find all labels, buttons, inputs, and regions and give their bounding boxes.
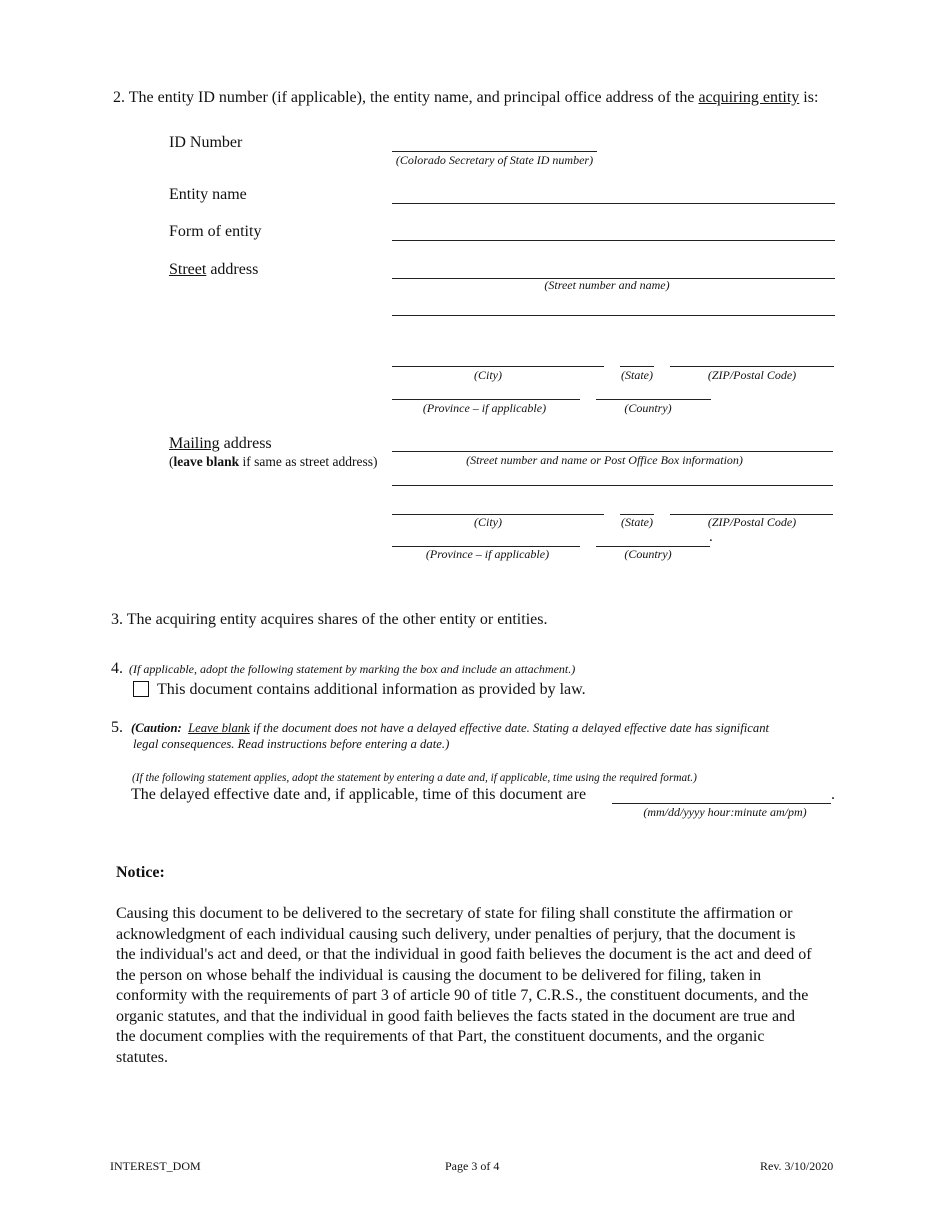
mailing-note-text: if same as street address) <box>239 454 378 469</box>
mailing-country-caption: (Country) <box>624 547 672 561</box>
notice-heading: Notice: <box>116 864 165 881</box>
date-format-caption: (mm/dd/yyyy hour:minute am/pm) <box>643 805 807 819</box>
city-field[interactable] <box>392 366 604 367</box>
item-5-number: 5. <box>111 719 123 736</box>
notice-body: Causing this document to be delivered to the secretary of state for filing shall constitute the affirmation or acknowledgment of each individual causing such delivery, under penalties of perjury, that the document is the individual's act and deed, or that the individual in good faith believes the document is the act and deed of the person on whose behalf the individual is causing the document to be delivered for filing, taken in conformity with the requirements of part 3 of article 90 of title 7, C.R.S., the constituent documents, and the organic statutes, and that the individual in good faith believes the facts stated in the document are true and the document complies with the requirements of that Part, the constituent documents, and the organic statutes. <box>116 905 812 1066</box>
street-caption: (Street number and name) <box>544 278 670 292</box>
mailing-note-paren: ( <box>169 454 174 469</box>
item-5-caution-line-2: legal consequences. Read instructions before entering a date.) <box>133 737 450 751</box>
mailing-address-label <box>169 435 272 453</box>
mailing-state-caption: (State) <box>621 515 653 529</box>
id-number-field[interactable] <box>392 151 597 152</box>
item-5-statement: The delayed effective date and, if applicable, time of this document are <box>131 786 587 803</box>
street-word: Street <box>169 261 207 278</box>
city-caption: (City) <box>474 368 502 382</box>
id-number-caption: (Colorado Secretary of State ID number) <box>395 153 594 167</box>
country-caption: (Country) <box>624 401 672 415</box>
mailing-note <box>169 454 377 470</box>
mailing-address-word: address <box>219 435 272 452</box>
form-of-entity-field[interactable] <box>392 240 835 241</box>
delayed-effective-date-field[interactable] <box>612 803 831 804</box>
item-4-statement: This document contains additional information as provided by law. <box>157 681 586 698</box>
additional-info-checkbox[interactable] <box>133 681 149 697</box>
mailing-street-line-2-field[interactable] <box>392 485 833 486</box>
address-word: address <box>206 261 259 278</box>
entity-name-label: Entity name <box>169 186 247 203</box>
province-caption: (Province – if applicable) <box>422 401 547 415</box>
mailing-street-field[interactable] <box>392 451 833 452</box>
item-3-statement: 3. The acquiring entity acquires shares of the other entity or entities. <box>111 611 548 628</box>
mailing-street-caption: (Street number and name or Post Office Box information) <box>466 453 743 467</box>
street-address-line-2-field[interactable] <box>392 315 835 316</box>
item-number: 2. <box>113 89 125 106</box>
mailing-period: . <box>709 529 713 545</box>
id-number-label: ID Number <box>169 134 243 151</box>
mailing-word: Mailing <box>169 435 220 452</box>
footer-page-number: Page 3 of 4 <box>445 1159 500 1173</box>
footer-revision: Rev. 3/10/2020 <box>760 1159 834 1173</box>
zip-field[interactable] <box>670 366 834 367</box>
item-5-caution <box>131 721 769 736</box>
leave-blank-bold: leave blank <box>173 454 240 469</box>
mailing-zip-caption: (ZIP/Postal Code) <box>707 515 797 529</box>
item-4-instruction: (If applicable, adopt the following statement by marking the box and include an attachment.) <box>129 662 576 676</box>
item-2-text-end: is: <box>799 89 819 106</box>
street-address-label <box>169 261 258 279</box>
leave-blank-underlined: Leave blank <box>188 721 250 735</box>
mailing-province-caption: (Province – if applicable) <box>425 547 550 561</box>
state-caption: (State) <box>621 368 653 382</box>
item-5-period: . <box>831 786 835 803</box>
caution-text: if the document does not have a delayed effective date. Stating a delayed effective date has significant <box>249 721 770 735</box>
form-of-entity-label: Form of entity <box>169 223 262 240</box>
acquiring-entity-term: acquiring entity <box>698 89 800 106</box>
footer-form-id: INTEREST_DOM <box>110 1159 201 1173</box>
province-field[interactable] <box>392 399 580 400</box>
mailing-city-caption: (City) <box>474 515 502 529</box>
item-4-number: 4. <box>111 660 123 677</box>
state-field[interactable] <box>620 366 654 367</box>
item-2-heading <box>113 89 818 107</box>
item-2-text: The entity ID number (if applicable), the entity name, and principal office address of the <box>128 89 699 106</box>
country-field[interactable] <box>596 399 711 400</box>
item-5-instruction: (If the following statement applies, adopt the statement by entering a date and, if applicable, time using the required format.) <box>132 772 697 784</box>
entity-name-field[interactable] <box>392 203 835 204</box>
zip-caption: (ZIP/Postal Code) <box>707 368 797 382</box>
caution-label: (Caution: <box>131 721 182 735</box>
